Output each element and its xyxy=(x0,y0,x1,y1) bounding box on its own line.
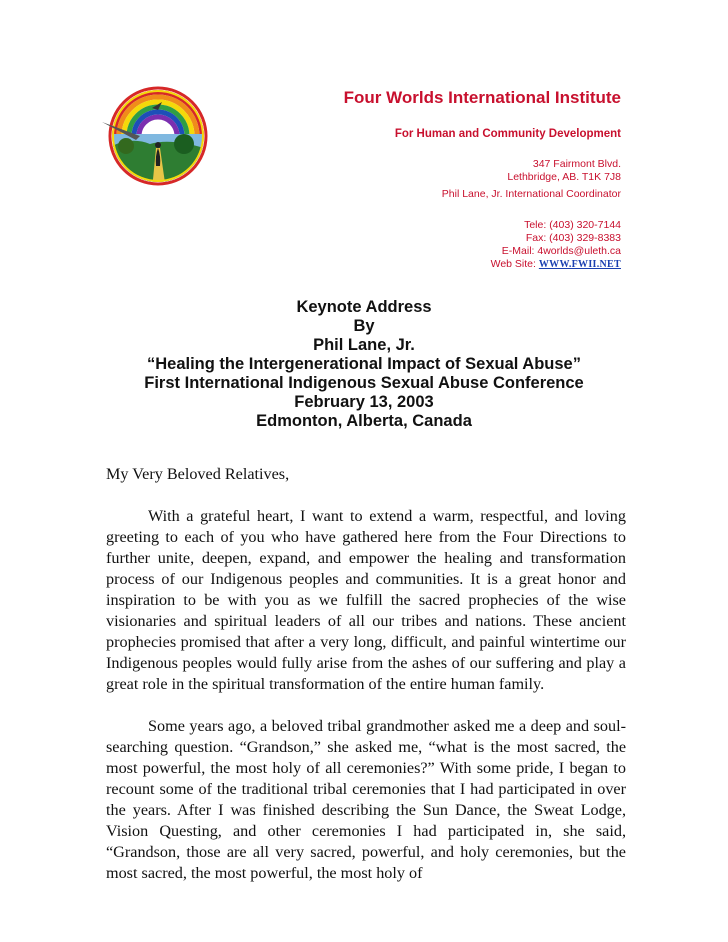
website-link[interactable]: WWW.FWII.NET xyxy=(538,259,621,270)
salutation: My Very Beloved Relatives, xyxy=(106,465,290,483)
coordinator-line: Phil Lane, Jr. International Coordinator xyxy=(441,188,621,200)
address-line-1: 347 Fairmont Blvd. xyxy=(532,158,621,170)
title-talk-name: “Healing the Intergenerational Impact of Sexual Abuse” xyxy=(147,355,581,373)
four-worlds-logo xyxy=(100,78,212,190)
title-speaker: Phil Lane, Jr. xyxy=(313,336,415,354)
keynote-title-block xyxy=(0,298,728,431)
telephone: Tele: (403) 320-7144 xyxy=(524,219,621,231)
title-date: February 13, 2003 xyxy=(294,393,434,411)
email: E-Mail: 4worlds@uleth.ca xyxy=(501,245,621,257)
org-name: Four Worlds International Institute xyxy=(343,88,621,107)
paragraph-2: Some years ago, a beloved tribal grandmother asked me a deep and soul-searching question. “Grandson,” she asked me, “what is the most sacred, the most powerful, the most holy of all ceremonies?” With some pride, I began to recount some of the traditional tribal ceremonies that I had participated in over the years. After I was finished describing the Sun Dance, the Sweat Lodge, Vision Questing, and other ceremonies I had participated in, she said, “Grandson, those are all very sacred, powerful, and holy ceremonies, but the most sacred, the most powerful, the most holy of xyxy=(106,717,626,882)
mailing-address xyxy=(507,158,621,184)
fax: Fax: (403) 329-8383 xyxy=(525,232,621,244)
title-by: By xyxy=(353,317,375,335)
title-keynote-address: Keynote Address xyxy=(296,298,432,316)
contact-block xyxy=(491,219,621,271)
title-conference: First International Indigenous Sexual Abuse Conference xyxy=(144,374,584,392)
paragraph-1: With a grateful heart, I want to extend a warm, respectful, and loving greeting to each of you who have gathered here from the Four Directions to further unite, deepen, expand, and empower the healing and transformation process of our Indigenous peoples and communities. It is a great honor and inspiration to be with you as we fulfill the sacred prophecies of the wise visionaries and spiritual leaders of all our tribes and nations. These ancient prophecies promised that after a very long, difficult, and painful wintertime our Indigenous peoples would fully arise from the ashes of our suffering and play a great role in the spiritual transformation of the entire human family. xyxy=(106,507,626,693)
title-location: Edmonton, Alberta, Canada xyxy=(256,412,472,430)
website-line xyxy=(491,258,621,271)
org-tagline: For Human and Community Development xyxy=(394,128,621,140)
website-label: Web Site: xyxy=(490,258,539,270)
address-line-2: Lethbridge, AB. T1K 7J8 xyxy=(507,171,621,183)
